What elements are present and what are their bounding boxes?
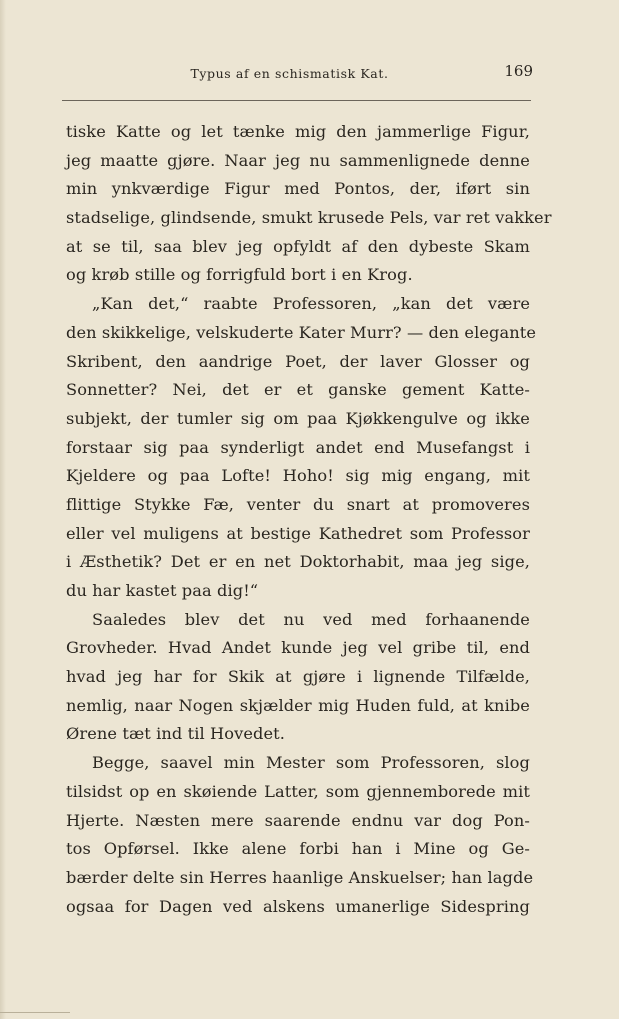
text-line: den skikkelige, velskuderte Kater Murr? — den elegante xyxy=(66,322,537,342)
text-line: Skribent, den aandrige Poet, der laver Glosser og xyxy=(66,351,530,371)
text-line: subjekt, der tumler sig om paa Kjøkkengulve og ikke xyxy=(66,408,530,428)
running-head xyxy=(60,62,559,84)
text-line: Sonnetter? Nei, det er et ganske gement Katte- xyxy=(66,380,530,400)
text-line: flittige Stykke Fæ, venter du snart at promoveres xyxy=(66,494,530,514)
text-line: forstaar sig paa synderligt andet end Musefangst i xyxy=(66,437,530,457)
text-line: „Kan det,“ raabte Professoren, „kan det være xyxy=(92,294,530,314)
page-edge xyxy=(0,0,6,1019)
text-line: bærder delte sin Herres haanlige Anskuelser; han lagde xyxy=(66,867,534,887)
text-line: Ørene tæt ind til Hovedet. xyxy=(66,724,286,744)
text-line: hvad jeg har for Skik at gjøre i lignende Tilfælde, xyxy=(66,667,530,687)
text-line: du har kastet paa dig!“ xyxy=(66,581,259,600)
text-line: Begge, saavel min Mester som Professoren, slog xyxy=(92,753,530,773)
text-line: Grovheder. Hvad Andet kunde jeg vel gribe til, end xyxy=(66,638,530,658)
page-number: 169 xyxy=(504,62,533,80)
text-line: tiske Katte og let tænke mig den jammerlige Figur, xyxy=(66,122,530,141)
text-line: stadselige, glindsende, smukt krusede Pels, var ret vakker xyxy=(66,208,552,228)
page-bottom-mark xyxy=(0,1012,70,1013)
running-title: Typus af en schismatisk Kat. xyxy=(190,66,389,81)
text-line: jeg maatte gjøre. Naar jeg nu sammenlignede denne xyxy=(66,150,530,170)
text-line: nemlig, naar Nogen skjælder mig Huden fuld, at knibe xyxy=(66,695,530,715)
text-line: tilsidst op en skøiende Latter, som gjennemborede mit xyxy=(66,781,530,801)
text-line: Hjerte. Næsten mere saarende endnu var dog Pon- xyxy=(66,810,530,830)
header-rule xyxy=(62,100,531,101)
body-text xyxy=(66,118,552,921)
text-line: at se til, saa blev jeg opfyldt af den dybeste Skam xyxy=(66,236,530,256)
text-line: i Æsthetik? Det er en net Doktorhabit, maa jeg sige, xyxy=(66,552,530,572)
text-line: min ynkværdige Figur med Pontos, der, iført sin xyxy=(66,179,530,199)
text-line: eller vel muligens at bestige Kathedret som Professor xyxy=(66,523,530,543)
text-line: Kjeldere og paa Lofte! Hoho! sig mig engang, mit xyxy=(66,466,530,486)
text-line: Saaledes blev det nu ved med forhaanende xyxy=(92,609,530,629)
text-line: tos Opførsel. Ikke alene forbi han i Mine og Ge- xyxy=(66,839,530,859)
text-line: og krøb stille og forrigfuld bort i en Krog. xyxy=(66,265,413,285)
text-line: ogsaa for Dagen ved alskens umanerlige Sidespring xyxy=(66,896,530,916)
